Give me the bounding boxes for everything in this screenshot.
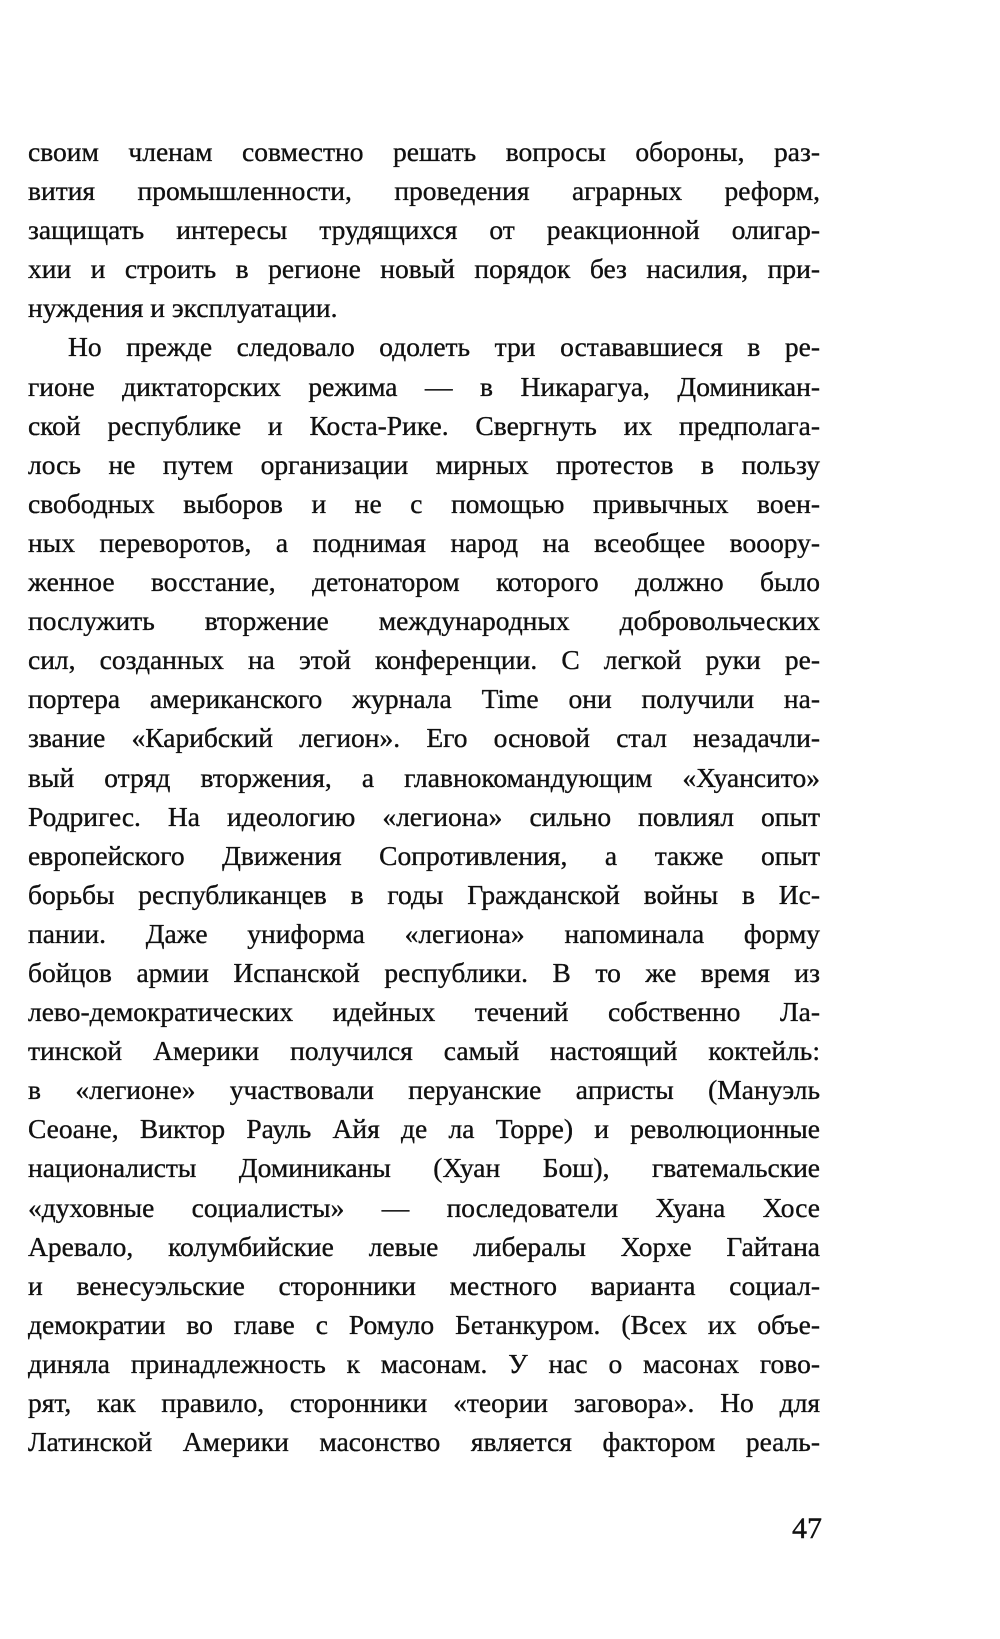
text-line: нуждения и эксплуатации.: [28, 292, 338, 324]
text-line: пании. Даже униформа «легиона» напоминала форму: [28, 917, 820, 949]
text-line: демократии во главе с Ромуло Бетанкуром. (Всех их объе-: [28, 1308, 820, 1340]
text-line: лось не путем организации мирных протестов в пользу: [28, 448, 820, 480]
text-line: Но прежде следовало одолеть три остававшиеся в ре-: [68, 331, 820, 363]
text-line: защищать интересы трудящихся от реакционной олигар-: [28, 214, 820, 246]
text-line: портера американского журнала Time они получили на-: [28, 683, 820, 715]
text-line: вития промышленности, проведения аграрных реформ,: [28, 175, 820, 207]
text-line: «духовные социалисты» — последователи Хуана Хосе: [28, 1191, 820, 1223]
text-line: послужить вторжение международных добровольческих: [28, 605, 820, 637]
text-line: в «легионе» участвовали перуанские aпристы (Мануэль: [28, 1074, 820, 1106]
text-line: и венесуэльские сторонники местного варианта социал-: [28, 1269, 820, 1301]
text-line: своим членам совместно решать вопросы обороны, раз-: [28, 136, 820, 167]
text-line: националисты Доминиканы (Хуан Бош), гватемальские: [28, 1152, 820, 1184]
text-line: рят, как правило, сторонники «теории заговора». Но для: [28, 1387, 820, 1418]
text-line: диняла принадлежность к масонам. У нас о масонах гово-: [28, 1347, 820, 1379]
body-text: [28, 132, 820, 1461]
text-line: сил, созданных на этой конференции. С легкой руки ре-: [28, 644, 820, 676]
text-line: Аревало, колумбийские левые либералы Хорхе Гайтана: [28, 1230, 820, 1262]
text-line: хии и строить в регионе новый порядок без насилия, при-: [28, 253, 820, 285]
text-line: вый отряд вторжения, а главнокомандующим «Хуансито»: [28, 761, 820, 793]
text-line: Сеоане, Виктор Рауль Айя де ла Торре) и революционные: [28, 1113, 820, 1145]
text-line: женное восстание, детонатором которого должно было: [28, 566, 820, 598]
text-line: тинской Америки получился самый настоящий коктейль:: [28, 1035, 820, 1067]
text-line: ской республике и Коста-Рике. Свергнуть их предполага-: [28, 409, 820, 441]
text-line: Латинской Америки масонство является фактором реаль-: [28, 1426, 820, 1458]
text-line: бойцов армии Испанской республики. В то же время из: [28, 956, 820, 988]
text-line: звание «Карибский легион». Его основой стал незадачли-: [28, 722, 820, 754]
text-line: гионе диктаторских режима — в Никарагуа, Доминикан-: [28, 370, 820, 402]
text-line: Родригес. На идеологию «легиона» сильно повлиял опыт: [28, 800, 820, 832]
text-line: ных переворотов, а поднимая народ на всеобщее вооору-: [28, 526, 820, 558]
text-line: борьбы республиканцев в годы Гражданской войны в Ис-: [28, 878, 820, 910]
text-line: лево-демократических идейных течений собственно Ла-: [28, 996, 820, 1028]
text-line: европейского Движения Сопротивления, а также опыт: [28, 839, 820, 871]
page-number: 47: [792, 1512, 822, 1545]
text-line: свободных выборов и не с помощью привычных воен-: [28, 487, 820, 519]
